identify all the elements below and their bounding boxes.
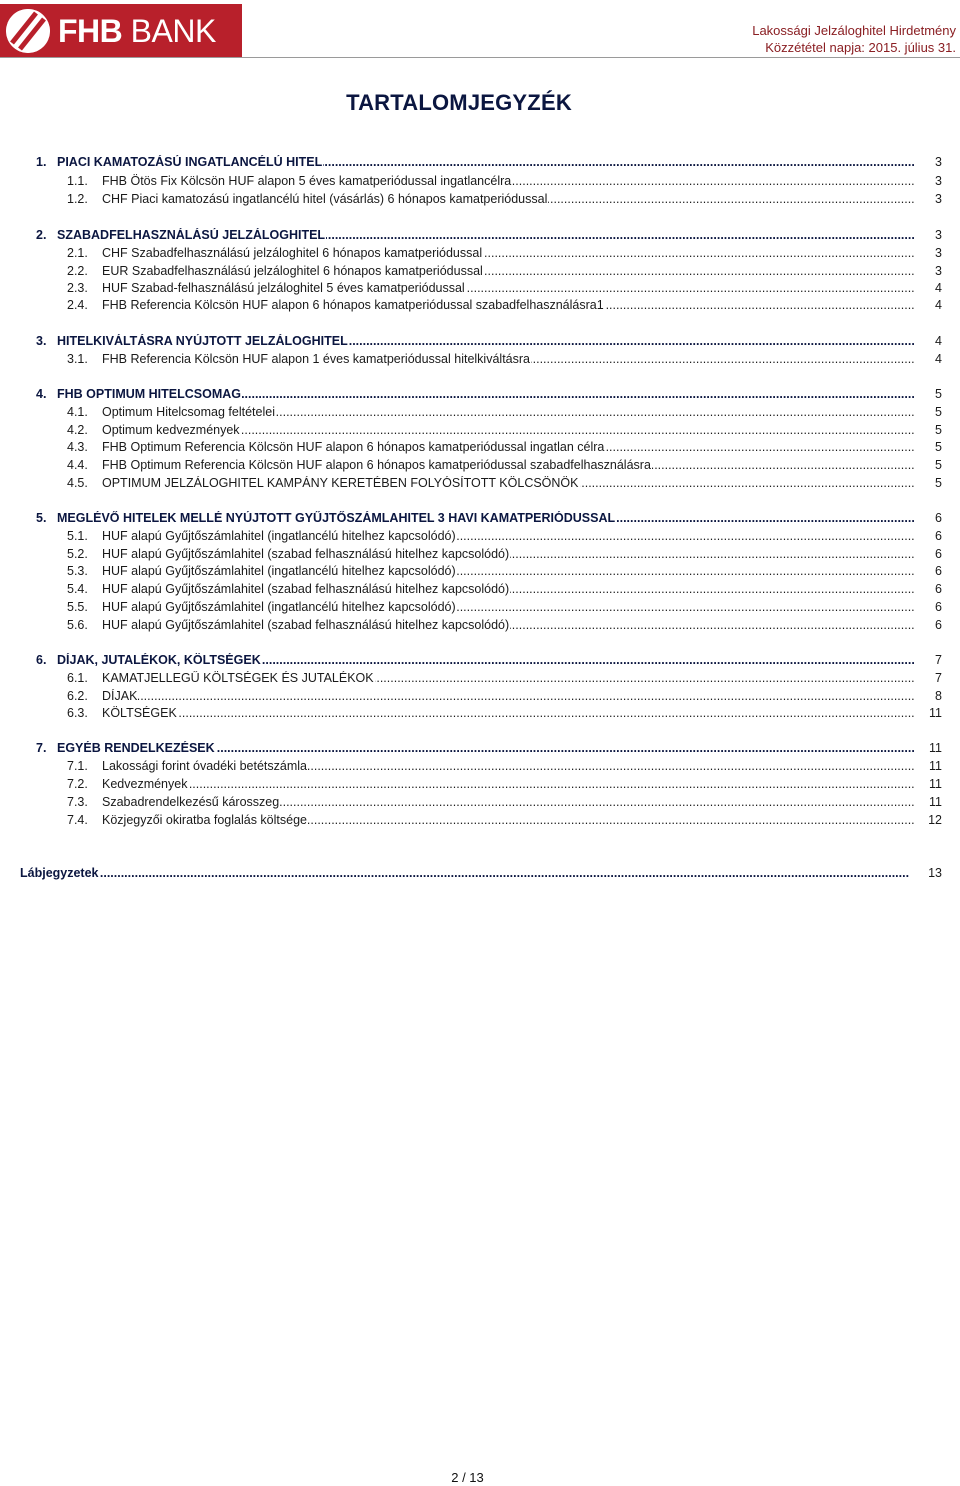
toc-entry-page: 11 — [929, 706, 942, 720]
page-title: TARTALOMJEGYZÉK — [346, 90, 572, 115]
toc-entry-number: 3.1. — [67, 352, 88, 366]
toc-entry[interactable] — [0, 529, 960, 547]
toc-entry-title: HUF alapú Gyűjtőszámlahitel (szabad felhasználású hitelhez kapcsolódó) — [102, 582, 510, 596]
toc-entry[interactable] — [0, 582, 960, 600]
toc-entry-number: 5.5. — [67, 600, 88, 614]
toc-entry-page: 4 — [935, 334, 942, 348]
toc-entry-number: 1.2. — [67, 192, 88, 206]
toc-entry[interactable] — [0, 281, 960, 299]
toc-entry[interactable] — [0, 671, 960, 689]
toc-entry-title: Optimum Hitelcsomag feltételei — [102, 405, 275, 419]
toc-entry-title: HUF alapú Gyűjtőszámlahitel (ingatlancélú hitelhez kapcsolódó) — [102, 529, 456, 543]
publish-date: Közzététel napja: 2015. július 31. — [765, 40, 956, 55]
toc-entry-title: HUF Szabad-felhasználású jelzáloghitel 5 éves kamatperiódussal — [102, 281, 465, 295]
toc-entry-number: 7. — [36, 741, 47, 755]
toc-entry-page: 3 — [935, 228, 942, 242]
header-divider — [0, 57, 960, 58]
toc-entry-title: Kedvezmények — [102, 777, 188, 791]
toc-entry-page: 7 — [935, 653, 942, 667]
toc-entry-number: 4. — [36, 387, 47, 401]
toc-entry[interactable] — [0, 405, 960, 423]
toc-dot-leader — [102, 777, 914, 795]
toc-entry-page: 5 — [935, 405, 942, 419]
logo-wordmark — [58, 13, 216, 50]
toc-entry-number: 5.6. — [67, 618, 88, 632]
toc-entry-title: FHB Ötös Fix Kölcsön HUF alapon 5 éves kamatperiódussal ingatlancélra — [102, 174, 512, 188]
toc-entry-page: 5 — [935, 458, 942, 472]
toc-entry-title: HUF alapú Gyűjtőszámlahitel (szabad felhasználású hitelhez kapcsolódó) — [102, 618, 510, 632]
toc-entry-number: 3. — [36, 334, 47, 348]
toc-entry-number: 7.1. — [67, 759, 88, 773]
toc-entry-title: EUR Szabadfelhasználású jelzáloghitel 6 hónapos kamatperiódussal — [102, 264, 483, 278]
toc-entry-page: 6 — [935, 547, 942, 561]
toc-entry-page: 3 — [935, 155, 942, 169]
toc-entry-title: HUF alapú Gyűjtőszámlahitel (ingatlancélú hitelhez kapcsolódó) — [102, 600, 456, 614]
toc-entry[interactable] — [0, 387, 960, 405]
toc-dot-leader — [102, 689, 914, 707]
toc-entry-page: 6 — [935, 564, 942, 578]
toc-entry-number: 6. — [36, 653, 47, 667]
toc-entry-number: 1.1. — [67, 174, 88, 188]
logo-light-text: BANK — [130, 12, 216, 49]
toc-entry[interactable] — [0, 564, 960, 582]
document-title: Lakossági Jelzáloghitel Hirdetmény — [752, 23, 956, 38]
toc-entry-page: 11 — [929, 759, 942, 773]
toc-entry[interactable] — [0, 476, 960, 494]
toc-entry-number: 1. — [36, 155, 47, 169]
toc-entry-title: Lábjegyzetek — [20, 866, 99, 880]
toc-entry[interactable] — [0, 653, 960, 671]
toc-entry-page: 3 — [935, 264, 942, 278]
fhb-bank-logo — [0, 4, 242, 58]
page-header — [0, 0, 960, 58]
toc-entry-title: Szabadrendelkezésű károsszeg — [102, 795, 280, 809]
toc-entry[interactable] — [0, 759, 960, 777]
toc-entry-title: Közjegyzői okiratba foglalás költsége — [102, 813, 307, 827]
toc-entry-number: 7.2. — [67, 777, 88, 791]
toc-entry-page: 5 — [935, 476, 942, 490]
toc-entry[interactable] — [0, 511, 960, 529]
toc-entry-page: 3 — [935, 192, 942, 206]
toc-entry-title: PIACI KAMATOZÁSÚ INGATLANCÉLÚ HITEL — [57, 155, 323, 169]
toc-entry-title: OPTIMUM JELZÁLOGHITEL KAMPÁNY KERETÉBEN FOLYÓSÍTOTT KÖLCSÖNÖK — [102, 476, 579, 490]
toc-entry[interactable] — [0, 600, 960, 618]
toc-entry-page: 7 — [935, 671, 942, 685]
toc-entry-number: 4.1. — [67, 405, 88, 419]
toc-entry-page: 11 — [929, 777, 942, 791]
toc-entry-page: 6 — [935, 529, 942, 543]
toc-entry-number: 5.2. — [67, 547, 88, 561]
toc-entry-title: FHB Optimum Referencia Kölcsön HUF alapon 6 hónapos kamatperiódussal szabadfelhasználásra — [102, 458, 651, 472]
toc-entry-title: MEGLÉVŐ HITELEK MELLÉ NYÚJTOTT GYŰJTŐSZÁMLAHITEL 3 HAVI KAMATPERIÓDUSSAL — [57, 511, 616, 525]
toc-entry-title: EGYÉB RENDELKEZÉSEK — [57, 741, 215, 755]
toc-entry-page: 5 — [935, 423, 942, 437]
toc-entry-page: 6 — [935, 618, 942, 632]
toc-entry-number: 4.4. — [67, 458, 88, 472]
toc-entry-page: 11 — [929, 795, 942, 809]
toc-entry-title: FHB Referencia Kölcsön HUF alapon 1 éves kamatperiódussal hitelkiváltásra — [102, 352, 530, 366]
toc-entry[interactable] — [0, 689, 960, 707]
toc-entry-number: 4.2. — [67, 423, 88, 437]
toc-entry[interactable] — [0, 174, 960, 192]
toc-entry-number: 7.4. — [67, 813, 88, 827]
toc-entry-page: 5 — [935, 387, 942, 401]
toc-entry[interactable] — [0, 440, 960, 458]
toc-entry-title: FHB OPTIMUM HITELCSOMAG — [57, 387, 242, 401]
toc-entry-number: 7.3. — [67, 795, 88, 809]
toc-entry[interactable] — [0, 706, 960, 724]
toc-entry-title: SZABADFELHASZNÁLÁSÚ JELZÁLOGHITEL — [57, 228, 326, 242]
toc-entry-number: 2.3. — [67, 281, 88, 295]
toc-entry-title: Lakossági forint óvadéki betétszámla — [102, 759, 307, 773]
toc-entry-page: 4 — [935, 298, 942, 312]
toc-entry[interactable] — [0, 228, 960, 246]
toc-entry-number: 2.4. — [67, 298, 88, 312]
toc-entry-number: 2.1. — [67, 246, 88, 260]
toc-dot-leader — [20, 866, 914, 884]
toc-entry-page: 4 — [935, 352, 942, 366]
toc-entry[interactable] — [0, 264, 960, 282]
toc-entry-number: 5.4. — [67, 582, 88, 596]
toc-entry-title: HITELKIVÁLTÁSRA NYÚJTOTT JELZÁLOGHITEL — [57, 334, 348, 348]
toc-dot-leader — [102, 706, 914, 724]
toc-entry[interactable] — [0, 246, 960, 264]
toc-entry-page: 6 — [935, 600, 942, 614]
toc-entry[interactable] — [0, 795, 960, 813]
toc-entry[interactable] — [0, 813, 960, 831]
toc-entry[interactable] — [0, 777, 960, 795]
toc-entry[interactable] — [0, 334, 960, 352]
toc-entry-page: 6 — [935, 511, 942, 525]
toc-entry-number: 5.1. — [67, 529, 88, 543]
toc-entry-page: 8 — [935, 689, 942, 703]
toc-entry-number: 6.2. — [67, 689, 88, 703]
toc-entry[interactable] — [0, 458, 960, 476]
toc-entry-title: FHB Referencia Kölcsön HUF alapon 6 hónapos kamatperiódussal szabadfelhasználásra1 — [102, 298, 604, 312]
toc-entry-title: Optimum kedvezmények — [102, 423, 240, 437]
toc-entry-title: CHF Piaci kamatozású ingatlancélú hitel (vásárlás) 6 hónapos kamatperiódussal — [102, 192, 548, 206]
toc-entry-title: KAMATJELLEGŰ KÖLTSÉGEK ÉS JUTALÉKOK — [102, 671, 374, 685]
toc-entry[interactable] — [0, 352, 960, 370]
toc-entry[interactable] — [0, 866, 960, 884]
toc-entry-page: 6 — [935, 582, 942, 596]
toc-entry-number: 4.3. — [67, 440, 88, 454]
toc-entry-number: 2.2. — [67, 264, 88, 278]
toc-entry-title: HUF alapú Gyűjtőszámlahitel (ingatlancélú hitelhez kapcsolódó) — [102, 564, 456, 578]
toc-entry-number: 5. — [36, 511, 47, 525]
toc-entry[interactable] — [0, 298, 960, 316]
toc-entry-number: 6.1. — [67, 671, 88, 685]
logo-bold-text: FHB — [58, 12, 123, 49]
toc-entry-number: 5.3. — [67, 564, 88, 578]
toc-entry-page: 12 — [928, 813, 942, 827]
toc-entry-title: FHB Optimum Referencia Kölcsön HUF alapon 6 hónapos kamatperiódussal ingatlan célra — [102, 440, 605, 454]
toc-entry-title: CHF Szabadfelhasználású jelzáloghitel 6 hónapos kamatperiódussal — [102, 246, 483, 260]
header-info — [752, 22, 956, 56]
page-number: 2 / 13 — [451, 1470, 484, 1485]
toc-entry[interactable] — [0, 192, 960, 210]
toc-entry-number: 6.3. — [67, 706, 88, 720]
toc-entry[interactable] — [0, 618, 960, 636]
toc-entry-title: DÍJAK — [102, 689, 138, 703]
toc-entry-title: KÖLTSÉGEK — [102, 706, 177, 720]
toc-entry-number: 2. — [36, 228, 47, 242]
toc-entry-title: HUF alapú Gyűjtőszámlahitel (szabad felhasználású hitelhez kapcsolódó) — [102, 547, 510, 561]
toc-entry[interactable] — [0, 155, 960, 173]
toc-entry-page: 5 — [935, 440, 942, 454]
toc-entry-page: 4 — [935, 281, 942, 295]
toc-entry-number: 4.5. — [67, 476, 88, 490]
fhb-logo-mark-icon — [6, 9, 50, 53]
toc-entry[interactable] — [0, 741, 960, 759]
toc-entry[interactable] — [0, 547, 960, 565]
toc-entry[interactable] — [0, 423, 960, 441]
toc-entry-page: 3 — [935, 174, 942, 188]
toc-entry-page: 3 — [935, 246, 942, 260]
toc-entry-page: 11 — [929, 741, 942, 755]
toc-entry-page: 13 — [928, 866, 942, 880]
toc-entry-title: DÍJAK, JUTALÉKOK, KÖLTSÉGEK — [57, 653, 261, 667]
